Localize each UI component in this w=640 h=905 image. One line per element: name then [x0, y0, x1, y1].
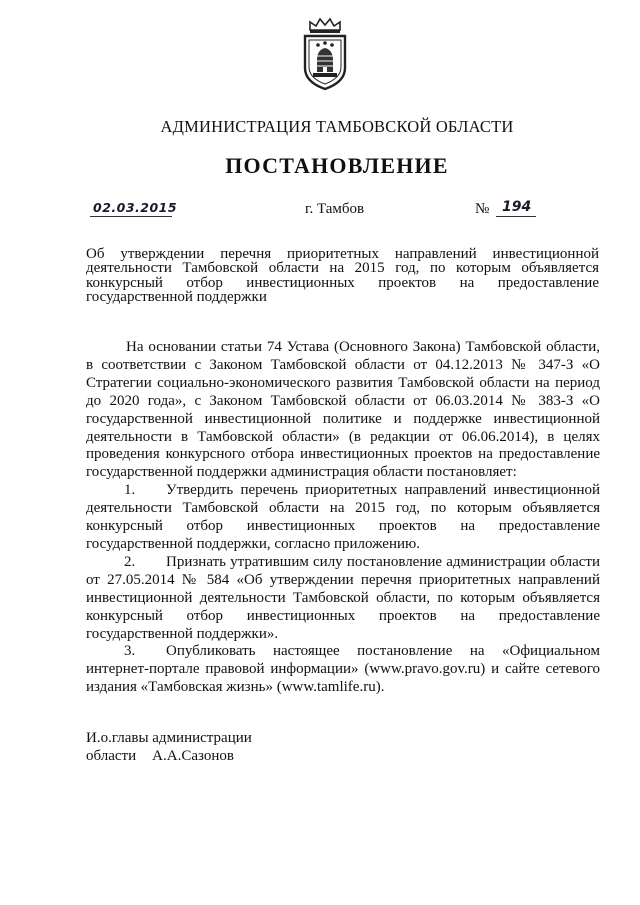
document-date: 02.03.2015	[93, 200, 178, 215]
signature-block	[86, 730, 252, 765]
list-item-text: Утвердить перечень приоритетных направлений инвестиционной деятельности Тамбовской области на 2015 год, по которым объявляется конкурсный отбор инвестиционных проектов на предоставление государственной поддержки, согласно приложению.	[86, 482, 600, 552]
organization-title: АДМИНИСТРАЦИЯ ТАМБОВСКОЙ ОБЛАСТИ	[160, 117, 514, 136]
preamble-paragraph: На основании статьи 74 Устава (Основного Закона) Тамбовской области, в соответствии с Законом Тамбовской области от 04.12.2013 № 347-З «О Стратегии социально-экономического развития Тамбовской области на период до 2020 года», с Законом Тамбовской области от 06.03.2014 № 383-З «О государственной инвестиционной политике и поддержке инвестиционной деятельности в Тамбовской области» (в редакции от 06.06.2014), в целях проведения конкурсного отбора инвестиционных проектов на предоставление государственной поддержки администрация области постановляет:	[86, 339, 600, 481]
list-item-number: 2.	[124, 553, 136, 570]
document-city: г. Тамбов	[305, 201, 365, 217]
list-item-text: Опубликовать настоящее постановление на «Официальном интернет-портале правовой информации» (www.pravo.gov.ru) и сайте сетевого издания «Тамбовская жизнь» (www.tamlife.ru).	[86, 643, 600, 696]
coat-of-arms-icon	[296, 16, 354, 92]
list-item-number: 1.	[124, 482, 136, 499]
number-sign: №	[475, 201, 490, 217]
signatory-position-line2	[86, 748, 252, 766]
list-item-text: Признать утратившим силу постановление администрации области от 27.05.2014 № 584 «Об утверждении перечня приоритетных направлений инвестиционной деятельности Тамбовской области, по которым объявляется конкурсный отбор инвестиционных проектов на предоставление государственной поддержки».	[86, 553, 600, 642]
list-item-number: 3.	[124, 643, 136, 660]
document-type-title: ПОСТАНОВЛЕНИЕ	[225, 153, 449, 178]
date-underline	[90, 216, 172, 217]
signatory-region: области	[86, 747, 137, 764]
list-item-2	[86, 554, 600, 644]
list-item-1	[86, 482, 600, 554]
document-subject: Об утверждении перечня приоритетных направлений инвестиционной деятельности Тамбовской области на 2015 год, по которым объявляется конкурсный отбор инвестиционных проектов на предоставление государственной поддержки	[86, 246, 599, 305]
document-number: 194	[502, 199, 532, 215]
document-body	[86, 339, 600, 697]
list-item-3	[86, 643, 600, 697]
number-underline	[496, 216, 536, 217]
signatory-name: А.А.Сазонов	[152, 747, 234, 764]
signatory-position: И.о.главы администрации	[86, 730, 252, 746]
